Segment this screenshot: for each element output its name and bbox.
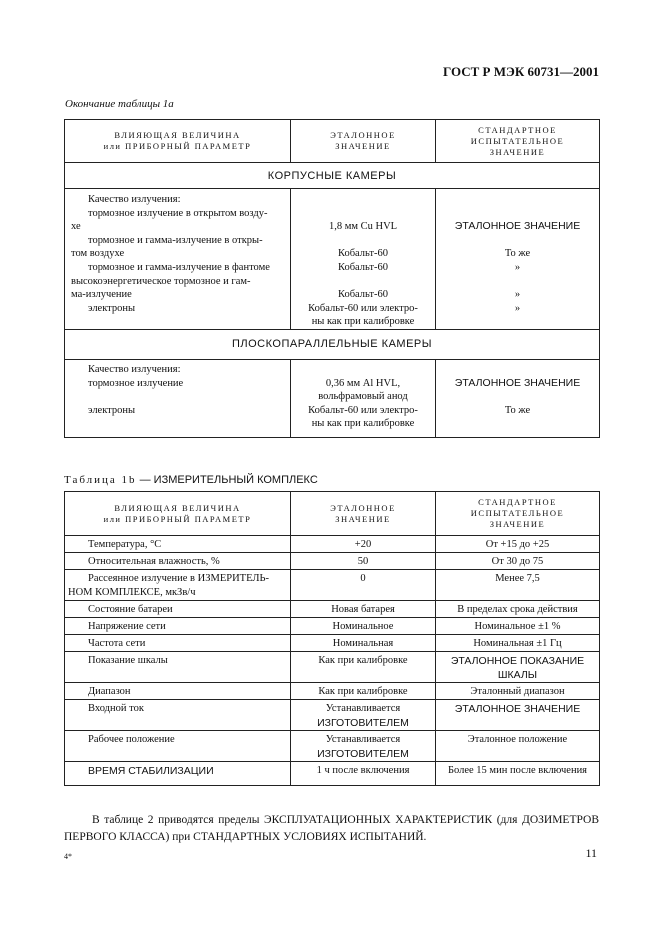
- cell-line: 0: [360, 573, 366, 584]
- cell-line: Устанавливается: [325, 703, 401, 714]
- table-cell: [436, 700, 600, 731]
- cell-line: Температура, °С: [88, 539, 162, 550]
- cell-line: Рабочее положение: [88, 734, 175, 745]
- table-cell: [436, 618, 600, 635]
- cell-line: Более 15 мин после включения: [447, 765, 588, 776]
- section-title: КОРПУСНЫЕ КАМЕРЫ: [65, 163, 600, 189]
- table-cell: [65, 700, 291, 731]
- cell-line: В пределах срока действия: [457, 604, 578, 615]
- table-cell: [436, 635, 600, 652]
- cell-line: Частота сети: [88, 638, 146, 649]
- table-1a: [64, 119, 600, 438]
- table-row: [65, 570, 600, 601]
- table-continuation-caption: Окончание таблицы 1а: [65, 98, 174, 110]
- cell-line: том воздухе: [71, 248, 125, 260]
- header-cell: ЗНАЧЕНИЕ: [489, 146, 546, 157]
- table-row: [65, 683, 600, 700]
- table-cell: [291, 700, 436, 731]
- table-row: [65, 731, 600, 762]
- table-cell: [291, 189, 436, 330]
- cell-line: Качество излучения:: [88, 363, 181, 375]
- header-cell: СТАНДАРТНОЕ: [478, 124, 557, 135]
- table-cell: [65, 683, 291, 700]
- cell-line: [294, 275, 432, 289]
- cell-line: тормозное излучение: [88, 377, 184, 389]
- cell-line: Относительная влажность, %: [88, 556, 220, 567]
- cell-line: НОМ КОМПЛЕКСЕ, мкЗв/ч: [68, 587, 196, 598]
- table-cell: [291, 570, 436, 601]
- table-cell: [436, 570, 600, 601]
- table-row: [65, 359, 600, 437]
- table-row: [65, 618, 600, 635]
- cell-line: От 30 до 75: [491, 556, 544, 567]
- page-number: 11: [585, 846, 597, 860]
- table-cell: [436, 652, 600, 683]
- header-cell: ЗНАЧЕНИЕ: [489, 519, 546, 529]
- cell-line: Качество излучения:: [88, 194, 181, 205]
- cell-line: Эталонное положение: [467, 734, 568, 745]
- header-cell: ИСПЫТАТЕЛЬНОЕ: [470, 508, 565, 518]
- table-row: [65, 536, 600, 553]
- cell-line: Менее 7,5: [495, 573, 540, 584]
- cell-line: 0,36 мм Al HVL,: [325, 377, 401, 389]
- table-cell: [65, 618, 291, 635]
- cell-line: ны как при калибровке: [311, 316, 415, 328]
- cell-line: тормозное излучение в открытом возду-: [88, 207, 268, 219]
- cell-line: [439, 207, 596, 221]
- table-cell: [65, 570, 291, 601]
- cell-line: 1 ч после включения: [316, 765, 410, 776]
- table-cell: [65, 762, 291, 786]
- cell-line: 50: [357, 556, 369, 567]
- cell-line: ЭТАЛОННОЕ ЗНАЧЕНИЕ: [454, 376, 581, 389]
- cell-line: тормозное и гамма-излучение в откры-: [88, 234, 263, 246]
- document-code: ГОСТ Р МЭК 60731—2001: [443, 64, 599, 79]
- table-cell: [436, 536, 600, 553]
- table-cell: [65, 189, 291, 330]
- cell-line: »: [514, 302, 521, 314]
- table-cell: [291, 536, 436, 553]
- cell-line: [294, 363, 432, 377]
- cell-line: »: [514, 261, 521, 273]
- cell-line: Как при калибровке: [318, 686, 408, 697]
- table-header-row: [65, 120, 600, 163]
- table-row: [65, 189, 600, 330]
- header-cell: или ПРИБОРНЫЙ ПАРАМЕТР: [103, 141, 252, 151]
- cell-line: ИЗГОТОВИТЕЛЕМ: [317, 717, 409, 729]
- table-cell: [291, 601, 436, 618]
- cell-line: тормозное и гамма-излучение в фантоме: [88, 261, 270, 273]
- cell-line: Показание шкалы: [88, 655, 168, 666]
- header-cell: СТАНДАРТНОЕ: [478, 497, 557, 507]
- cell-line: То же: [504, 248, 531, 260]
- cell-line: [439, 275, 596, 289]
- cell-line: вольфрамовый анод: [318, 391, 408, 403]
- footer-mark: 4*: [64, 852, 72, 861]
- table-row: [65, 652, 600, 683]
- cell-line: Устанавливается: [325, 734, 401, 745]
- cell-line: [294, 234, 432, 248]
- table-row: [65, 762, 600, 786]
- table-row: [65, 601, 600, 618]
- table-cell: [436, 762, 600, 786]
- table-header-row: [65, 492, 600, 536]
- table-cell: [436, 601, 600, 618]
- cell-line: [439, 193, 596, 207]
- cell-line: Кобальт-60 или электро-: [308, 302, 418, 314]
- cell-line: Кобальт-60: [337, 248, 389, 260]
- section-row: [65, 163, 600, 189]
- table-cell: [291, 553, 436, 570]
- cell-line: Диапазон: [88, 686, 131, 697]
- cell-line: Номинальное: [332, 621, 394, 632]
- cell-line: ЭТАЛОННОЕ ЗНАЧЕНИЕ: [454, 220, 581, 233]
- table-cell: [291, 635, 436, 652]
- cell-line: ЭТАЛОННОЕ ПОКАЗАНИЕ: [450, 655, 585, 667]
- cell-line: ШКАЛЫ: [497, 669, 538, 681]
- cell-line: От +15 до +25: [485, 539, 550, 550]
- header-cell: ЭТАЛОННОЕ: [330, 502, 396, 513]
- table-cell: [65, 359, 291, 437]
- cell-line: электроны: [88, 404, 136, 416]
- cell-line: ВРЕМЯ СТАБИЛИЗАЦИИ: [88, 765, 214, 777]
- table-cell: [436, 683, 600, 700]
- header-cell: ИСПЫТАТЕЛЬНОЕ: [470, 135, 565, 146]
- table-cell: [65, 635, 291, 652]
- cell-line: электроны: [88, 302, 136, 314]
- cell-line: [439, 390, 596, 404]
- cell-line: ма-излучение: [71, 289, 132, 301]
- cell-line: [294, 193, 432, 207]
- header-cell: ЗНАЧЕНИЕ: [335, 141, 391, 151]
- cell-line: [439, 234, 596, 248]
- cell-line: [294, 207, 432, 221]
- header-cell: или ПРИБОРНЫЙ ПАРАМЕТР: [103, 513, 252, 524]
- cell-line: »: [514, 289, 521, 301]
- table-row: [65, 700, 600, 731]
- table-cell: [291, 731, 436, 762]
- table-cell: [65, 553, 291, 570]
- cell-line: ны как при калибровке: [311, 418, 415, 430]
- table-row: [65, 553, 600, 570]
- table-label: Таблица 1b: [64, 474, 137, 486]
- table-cell: [291, 618, 436, 635]
- cell-line: +20: [354, 539, 372, 550]
- cell-line: То же: [504, 404, 531, 416]
- cell-line: хе: [71, 221, 81, 233]
- header-cell: ЗНАЧЕНИЕ: [335, 513, 391, 524]
- cell-line: Входной ток: [88, 703, 144, 714]
- table-cell: [291, 652, 436, 683]
- cell-line: Эталонный диапазон: [470, 686, 565, 697]
- table-row: [65, 635, 600, 652]
- cell-line: высокоэнергетическое тормозное и гам-: [71, 275, 251, 287]
- section-title: ПЛОСКОПАРАЛЛЕЛЬНЫЕ КАМЕРЫ: [65, 329, 600, 359]
- cell-line: 1,8 мм Cu HVL: [328, 221, 398, 233]
- header-cell: ВЛИЯЮЩАЯ ВЕЛИЧИНА: [114, 130, 241, 140]
- table-cell: [291, 683, 436, 700]
- cell-line: Рассеянное излучение в ИЗМЕРИТЕЛЬ-: [88, 573, 269, 584]
- cell-line: Напряжение сети: [88, 621, 166, 632]
- cell-line: Как при калибровке: [318, 655, 408, 666]
- cell-line: Состояние батареи: [88, 604, 173, 615]
- table-cell: [436, 731, 600, 762]
- table-cell: [65, 731, 291, 762]
- cell-line: Кобальт-60: [337, 261, 389, 273]
- cell-line: Номинальная ±1 Гц: [473, 638, 562, 649]
- table-cell: [436, 189, 600, 330]
- table-cell: [436, 553, 600, 570]
- cell-line: Новая батарея: [331, 604, 395, 615]
- table-cell: [436, 359, 600, 437]
- table-cell: [291, 359, 436, 437]
- section-row: [65, 329, 600, 359]
- header-cell: ВЛИЯЮЩАЯ ВЕЛИЧИНА: [114, 502, 241, 513]
- cell-line: Номинальная: [332, 638, 394, 649]
- table-1b: [64, 491, 600, 786]
- table-1b-title: [64, 474, 318, 486]
- cell-line: Номинальное ±1 %: [474, 621, 561, 632]
- table-cell: [291, 762, 436, 786]
- cell-line: ИЗГОТОВИТЕЛЕМ: [317, 748, 409, 760]
- table-cell: [65, 652, 291, 683]
- header-cell: ЭТАЛОННОЕ: [330, 130, 396, 140]
- table-caption: — ИЗМЕРИТЕЛЬНЫЙ КОМПЛЕКС: [136, 474, 318, 486]
- cell-line: Кобальт-60 или электро-: [308, 404, 418, 416]
- cell-line: [68, 390, 287, 404]
- table-cell: [65, 536, 291, 553]
- body-paragraph: В таблице 2 приводятся пределы ЭКСПЛУАТАЦИОННЫХ ХАРАКТЕРИСТИК (для ДОЗИМЕТРОВ ПЕРВОГО КЛАССА) при СТАНДАРТНЫХ УСЛОВИЯХ ИСПЫТАНИЙ.: [64, 814, 599, 843]
- cell-line: ЭТАЛОННОЕ ЗНАЧЕНИЕ: [454, 703, 581, 715]
- table-cell: [65, 601, 291, 618]
- cell-line: [439, 363, 596, 377]
- cell-line: Кобальт-60: [337, 289, 389, 301]
